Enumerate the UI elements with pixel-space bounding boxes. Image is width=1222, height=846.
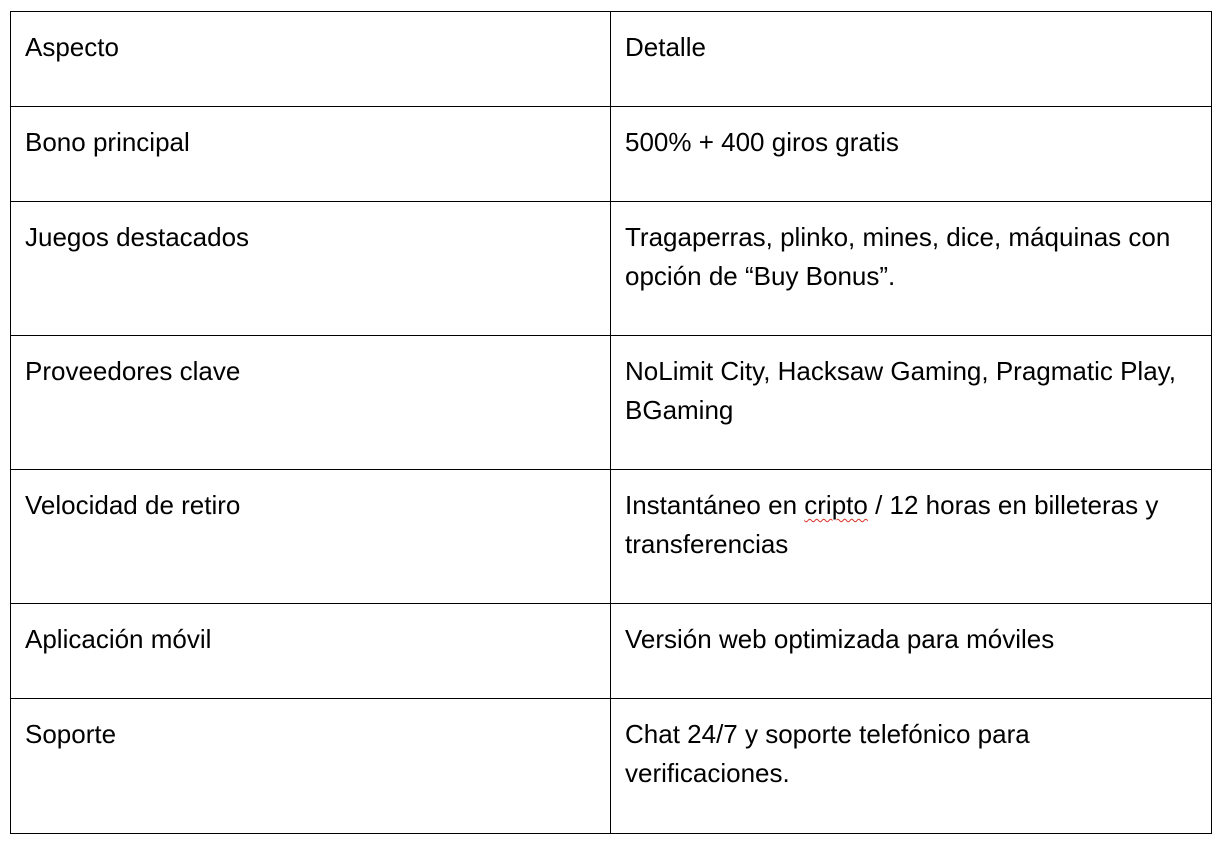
aspect-cell: Aplicación móvil	[11, 604, 611, 699]
header-cell-detail: Detalle	[611, 12, 1212, 107]
detail-text-after: / 12 horas en billeteras y transferencias	[625, 490, 1159, 559]
table-row	[11, 107, 1212, 202]
comparison-table	[10, 11, 1212, 834]
detail-cell	[611, 470, 1212, 604]
table-row	[11, 336, 1212, 470]
detail-cell: Tragaperras, plinko, mines, dice, máquinas con opción de “Buy Bonus”.	[611, 202, 1212, 336]
aspect-cell: Juegos destacados	[11, 202, 611, 336]
table-row	[11, 604, 1212, 699]
aspect-cell: Soporte	[11, 699, 611, 834]
header-cell-aspect: Aspecto	[11, 12, 611, 107]
detail-cell: 500% + 400 giros gratis	[611, 107, 1212, 202]
table-row	[11, 202, 1212, 336]
aspect-cell: Velocidad de retiro	[11, 470, 611, 604]
table-header-row	[11, 12, 1212, 107]
spellcheck-flagged-word[interactable]: cripto	[804, 490, 868, 520]
table-row	[11, 699, 1212, 834]
detail-cell: NoLimit City, Hacksaw Gaming, Pragmatic Play, BGaming	[611, 336, 1212, 470]
detail-cell: Chat 24/7 y soporte telefónico para verificaciones.	[611, 699, 1212, 834]
aspect-cell: Proveedores clave	[11, 336, 611, 470]
detail-cell: Versión web optimizada para móviles	[611, 604, 1212, 699]
detail-text-before: Instantáneo en	[625, 490, 805, 520]
table-row	[11, 470, 1212, 604]
aspect-cell: Bono principal	[11, 107, 611, 202]
